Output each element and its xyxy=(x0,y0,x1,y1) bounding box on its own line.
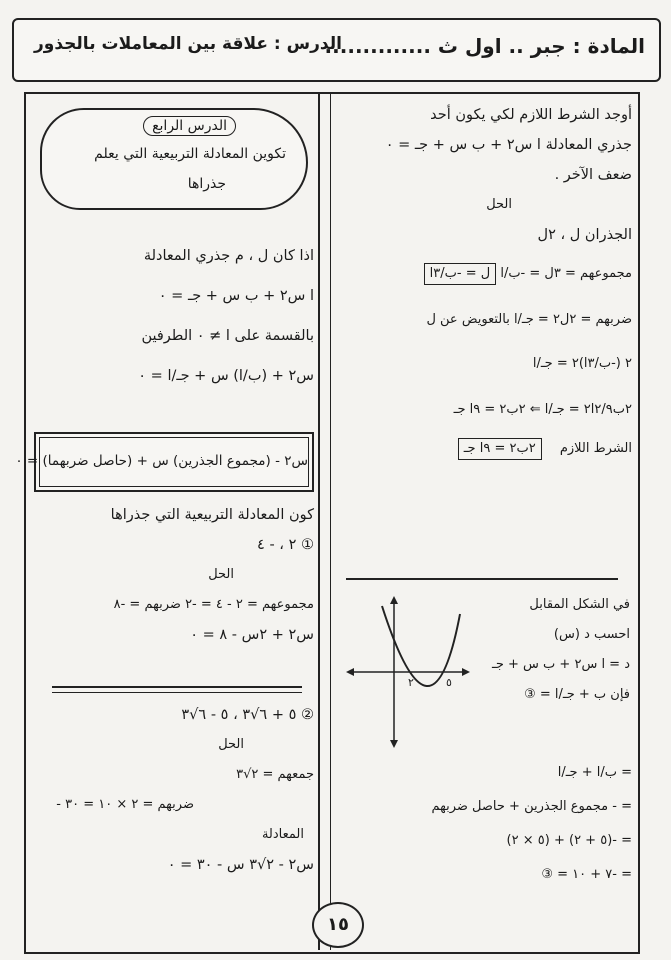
x-axis-arrow-right xyxy=(462,668,470,676)
lesson-title-line1: تكوين المعادلة التربيعية التي يعلم xyxy=(94,146,286,162)
parabola-graph xyxy=(342,592,472,752)
graph-question-line: د = ا س٢ + ب س + جـ xyxy=(492,657,630,672)
graph-question xyxy=(470,590,630,710)
intro-section xyxy=(30,236,314,396)
separator xyxy=(346,578,618,580)
example2-section xyxy=(30,700,314,880)
column-divider-inner xyxy=(330,92,331,950)
calc-line: = ب/ا + جـ/ا xyxy=(557,765,632,780)
rule-text: س٢ - (مجموع الجذرين) س + (حاصل ضربهما) = ٠ xyxy=(39,437,309,487)
lesson-title-cloud xyxy=(40,108,308,210)
graph-calculation xyxy=(336,756,632,892)
example2-solution-label: الحل xyxy=(218,737,244,752)
task-text: كون المعادلة التربيعية التي جذراها xyxy=(110,507,314,523)
product-line: ضربهم = ٢ل٢ = جـ/ا بالتعويض عن ل xyxy=(426,312,632,327)
examples-section xyxy=(30,500,314,650)
example2-equation: س٢ - ٢√٣ س - ٣٠ = ٠ xyxy=(167,857,314,873)
example2-given: ② ٥ + ٦√٣ ، ٥ - ٦√٣ xyxy=(181,707,314,723)
condition-label: الشرط اللازم xyxy=(559,441,632,456)
example1-equation: س٢ + ٢س - ٨ = ٠ xyxy=(190,627,314,643)
solution-label: الحل xyxy=(486,197,512,212)
example1-work: مجموعهم = ٢ - ٤ = -٢ ضربهم = -٨ xyxy=(113,597,314,612)
example1-given: ① ٢ ، - ٤ xyxy=(257,537,314,553)
example1-solution-label: الحل xyxy=(208,567,234,582)
lesson-number: الدرس الرابع xyxy=(143,116,236,136)
separator xyxy=(52,686,302,688)
calc-line: = -٧ + ١٠ = ③ xyxy=(541,867,632,882)
graph-question-line: احسب د (س) xyxy=(553,627,630,642)
problem-section xyxy=(336,100,632,464)
page-number: ١٥ xyxy=(312,902,364,948)
lesson-title-line2: جذراها xyxy=(187,176,226,192)
page-header xyxy=(12,18,661,82)
y-axis-arrow-up xyxy=(390,596,398,604)
x-axis-arrow-left xyxy=(346,668,354,676)
example2-product: ضربهم = ٢ × ١٠ = ٣٠ - xyxy=(56,797,194,812)
y-axis-arrow-down xyxy=(390,740,398,748)
intro-line: س٢ + (ب/ا) س + جـ/ا = ٠ xyxy=(138,368,314,384)
calc-line: = -(٥ + ٢) + (٥ × ٢) xyxy=(506,833,632,848)
lesson-label: الدرس : علاقة بين المعاملات بالجذور xyxy=(34,34,342,54)
question-line: ضعف الآخر . xyxy=(554,167,632,183)
roots-line: الجذران ل ، ٢ل xyxy=(537,227,632,243)
condition-box: ٢ب٢ = ٩ا جـ xyxy=(458,438,542,460)
intro-line: بالقسمة على ا ≠ ٠ الطرفين xyxy=(141,328,314,344)
root-label: ٥ xyxy=(446,676,452,689)
example2-eq-label: المعادلة xyxy=(261,827,304,842)
substitution-line: ٢ (-ب/٣ا)٢ = جـ/ا xyxy=(532,356,632,371)
rule-box xyxy=(15,432,314,492)
graph-question-line: في الشكل المقابل xyxy=(529,597,630,612)
sum-text: مجموعهم = ٣ل = -ب/ا xyxy=(500,266,632,281)
sum-result-box: ل = -ب/٣ا xyxy=(424,263,497,285)
intro-line: ا س٢ + ب س + جـ = ٠ xyxy=(158,288,314,304)
example2-sum: جمعهم = ٢√٣ xyxy=(236,767,314,782)
question-line: جذري المعادلة ا س٢ + ب س + جـ = ٠ xyxy=(385,137,632,153)
column-divider xyxy=(318,92,320,950)
separator xyxy=(52,692,302,693)
simplify-line: ٢ب٢/٩ا٢ = جـ/ا ⇐ ٢ب٢ = ٩ا جـ xyxy=(453,402,632,417)
question-line: أوجد الشرط اللازم لكي يكون أحد xyxy=(430,107,632,123)
condition-line xyxy=(336,434,632,464)
subject-label: المادة : جبر .. اول ث .............. xyxy=(324,34,645,58)
root-label: ٢ xyxy=(408,676,414,689)
sum-line xyxy=(336,250,632,298)
intro-line: اذا كان ل ، م جذري المعادلة xyxy=(143,248,314,264)
graph-question-line: فإن ب + جـ/ا = ③ xyxy=(524,687,630,702)
calc-line: = - مجموع الجذرين + حاصل ضربهم xyxy=(431,799,632,814)
